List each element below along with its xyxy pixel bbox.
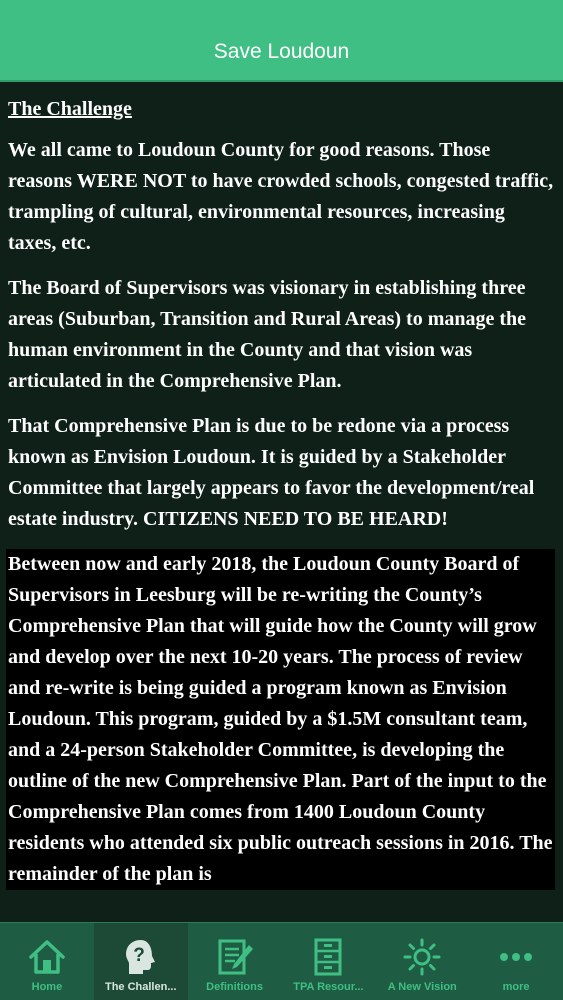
question-head-icon — [121, 937, 161, 977]
home-icon — [27, 937, 67, 977]
tab-the-challenge-label: The Challen... — [104, 981, 177, 993]
tab-tpa-resources-label: TPA Resour... — [293, 981, 364, 993]
more-dots-icon — [496, 937, 536, 977]
content-inner — [0, 82, 563, 890]
tab-a-new-vision[interactable] — [375, 923, 469, 1000]
tab-more-label: more — [502, 981, 530, 993]
section-heading: The Challenge — [8, 98, 132, 120]
paragraph-2: The Board of Supervisors was visionary in establishing three areas (Suburban, Transition and Rural Areas) to manage the human environment in the County and that vision was articulated in the Comprehensive Plan. — [8, 277, 527, 392]
paragraph-3: That Comprehensive Plan is due to be redone via a process known as Envision Loudoun. It is guided by a Stakeholder Committee that largely appears to favor the development/real estate industry. CITIZENS NEED TO BE HEARD! — [8, 415, 535, 530]
tab-definitions[interactable] — [188, 923, 282, 1000]
bottom-tab-bar — [0, 922, 563, 1000]
page-title: Save Loudoun — [213, 40, 350, 63]
paragraph-1: We all came to Loudoun County for good reasons. Those reasons WERE NOT to have crowded schools, congested traffic, trampling of cultural, environmental resources, increasing taxes, etc. — [8, 139, 554, 254]
tab-definitions-label: Definitions — [206, 981, 263, 993]
tab-home-label: Home — [31, 981, 63, 993]
edit-document-icon — [215, 937, 255, 977]
file-cabinet-icon — [308, 937, 348, 977]
content-area[interactable] — [0, 82, 563, 922]
tab-a-new-vision-label: A New Vision — [387, 981, 457, 993]
top-bar — [0, 0, 563, 82]
tab-tpa-resources[interactable] — [281, 923, 375, 1000]
svg-text:?: ? — [132, 945, 145, 966]
tab-the-challenge[interactable] — [94, 923, 188, 1000]
tab-home[interactable] — [0, 923, 94, 1000]
highlighted-paragraph: Between now and early 2018, the Loudoun County Board of Supervisors in Leesburg will be re-writing the County’s Comprehensive Plan that will guide how the County will grow and develop over the next 10-20 years. The process of review and re-write is being guided a program known as Envision Loudoun. This program, guided by a $1.5M consultant team, and a 24-person Stakeholder Committee, is developing the outline of the new Comprehensive Plan. Part of the input to the Comprehensive Plan comes from 1400 Loudoun County residents who attended six public outreach sessions in 2016. The remainder of the plan is — [6, 549, 555, 890]
tab-more[interactable] — [469, 923, 563, 1000]
sun-icon — [402, 937, 442, 977]
